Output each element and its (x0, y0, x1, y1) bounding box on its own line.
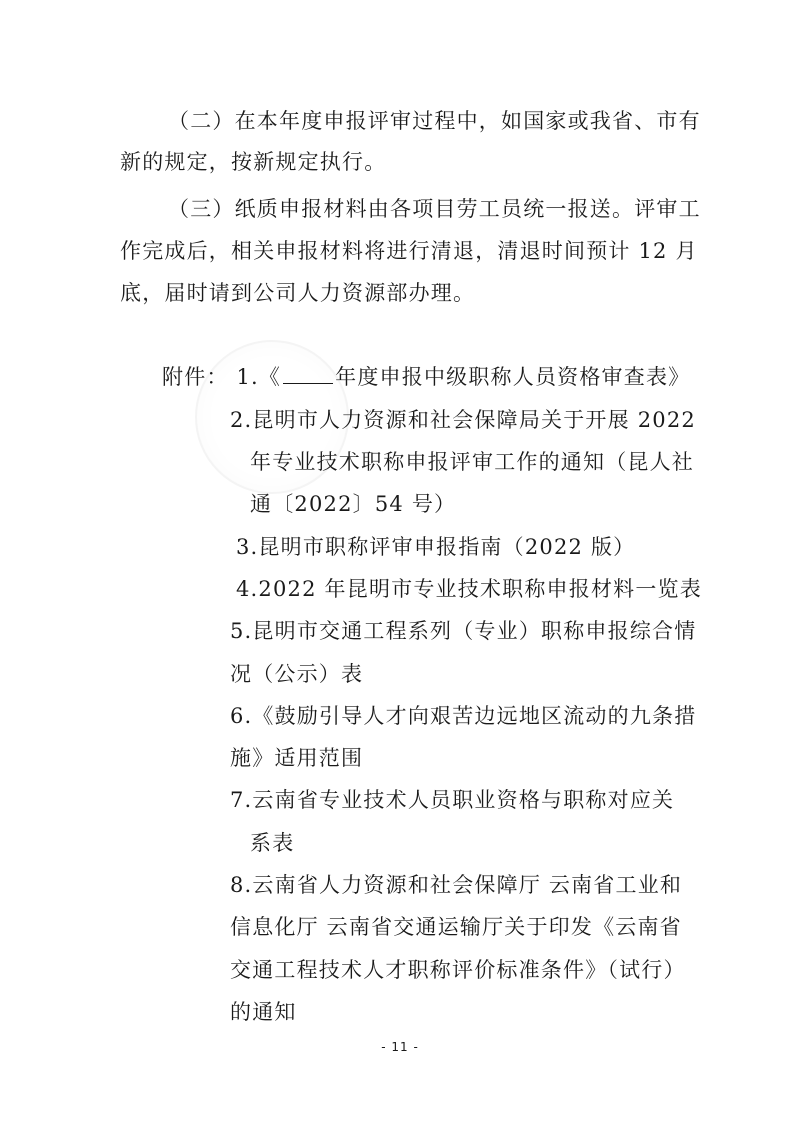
attachment-item7-line1: 7.云南省专业技术人员职业资格与职称对应关 (230, 788, 675, 812)
attachment-item2-line3: 通〔2022〕54 号） (250, 492, 457, 516)
attachment-item7-line2: 系表 (250, 831, 295, 855)
attachment-item4: 4.2022 年昆明市专业技术职称申报材料一览表 (236, 577, 702, 601)
attachment-item1-prefix: 1.《 (236, 365, 282, 389)
attachment-item6-line1: 6.《鼓励引导人才向艰苦边远地区流动的九条措 (230, 704, 697, 728)
section3-line1: （三）纸质申报材料由各项目劳工员统一报送。评审工 (168, 197, 701, 221)
attachment-item3: 3.昆明市职称评审申报指南（2022 版） (236, 535, 636, 559)
section2-line1: （二）在本年度申报评审过程中，如国家或我省、市有 (168, 109, 701, 133)
attachment-item8-line4: 的通知 (230, 1000, 297, 1024)
attachment-item1 (162, 364, 690, 390)
attachment-item8-line1: 8.云南省人力资源和社会保障厅 云南省工业和 (230, 873, 683, 897)
attachment-item8-line2: 信息化厅 云南省交通运输厅关于印发《云南省 (230, 915, 682, 939)
attachment-item6-line2: 施》适用范围 (230, 746, 364, 770)
section3-line2: 作完成后，相关申报材料将进行清退，清退时间预计 12 月 (120, 239, 698, 263)
attachment-item1-suffix: 年度申报中级职称人员资格审查表》 (335, 365, 691, 389)
page-number: - 11 - (381, 1040, 419, 1054)
attachment-item2-line2: 年专业技术职称申报评审工作的通知（昆人社 (250, 450, 694, 474)
fill-in-blank (283, 365, 333, 384)
attachment-item5-line1: 5.昆明市交通工程系列（专业）职称申报综合情 (230, 619, 697, 643)
attachment-item8-line3: 交通工程技术人才职称评价标准条件》（试行） (230, 958, 686, 982)
attachments-label: 附件： (162, 365, 229, 389)
section3-line3: 底，届时请到公司人力资源部办理。 (120, 281, 476, 305)
section2-line2: 新的规定，按新规定执行。 (120, 150, 387, 174)
attachment-item5-line2: 况（公示）表 (230, 662, 364, 686)
attachment-item2-line1: 2.昆明市人力资源和社会保障局关于开展 2022 (230, 408, 696, 432)
